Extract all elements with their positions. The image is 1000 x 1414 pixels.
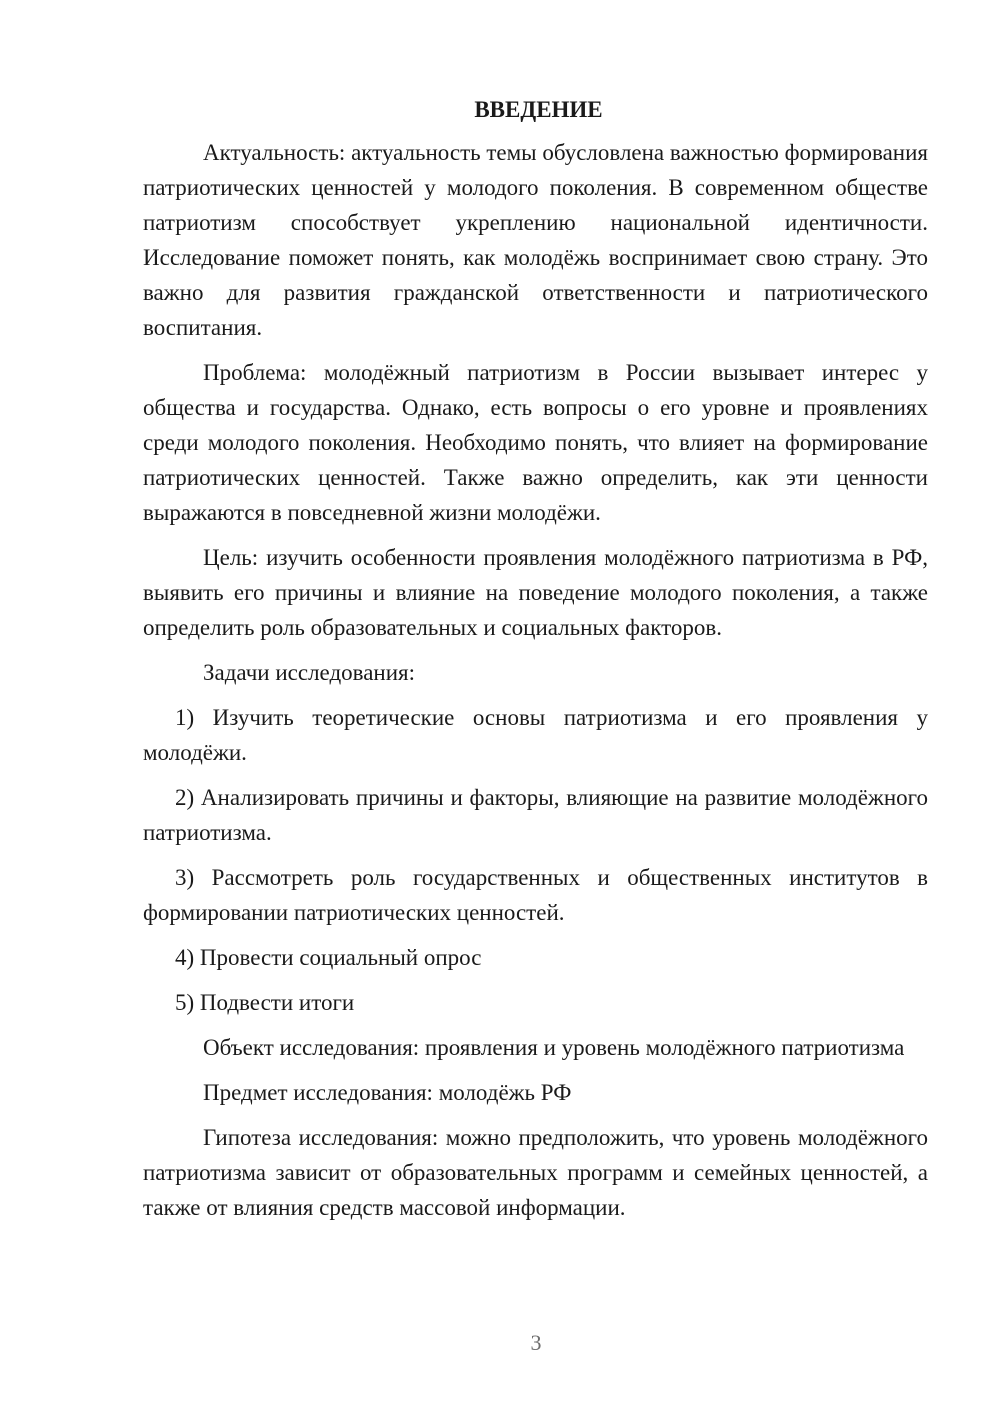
task-item-2: 2) Анализировать причины и факторы, влияющие на развитие молодёжного патриотизма.: [143, 785, 928, 845]
subject-paragraph: Предмет исследования: молодёжь РФ: [203, 1080, 572, 1105]
task-item-3: 3) Рассмотреть роль государственных и общественных институтов в формировании патриотических ценностей.: [143, 865, 928, 925]
task-item-5: 5) Подвести итоги: [175, 990, 355, 1015]
hypothesis-paragraph: Гипотеза исследования: можно предположить, что уровень молодёжного патриотизма зависит от образовательных программ и семейных ценностей, а также от влияния средств массовой информации.: [143, 1125, 928, 1220]
goal-paragraph: Цель: изучить особенности проявления молодёжного патриотизма в РФ, выявить его причины и влияние на поведение молодого поколения, а также определить роль образовательных и социальных факторов.: [143, 545, 928, 640]
problem-paragraph: Проблема: молодёжный патриотизм в России вызывает интерес у общества и государства. Однако, есть вопросы о его уровне и проявлениях среди молодого поколения. Необходимо понять, что влияет на формирование патриотических ценностей. Также важно определить, как эти ценности выражаются в повседневной жизни молодёжи.: [143, 360, 928, 525]
relevance-paragraph: Актуальность: актуальность темы обусловлена важностью формирования патриотических ценностей у молодого поколения. В современном обществе патриотизм способствует укреплению национальной идентичности. Исследование поможет понять, как молодёжь воспринимает свою страну. Это важно для развития гражданской ответственности и патриотического воспитания.: [143, 140, 928, 340]
page-number: 3: [530, 1330, 542, 1355]
tasks-heading: Задачи исследования:: [203, 660, 416, 685]
object-paragraph: Объект исследования: проявления и уровень молодёжного патриотизма: [203, 1035, 905, 1060]
document-body: [143, 92, 928, 1235]
task-item-1: 1) Изучить теоретические основы патриотизма и его проявления у молодёжи.: [143, 705, 928, 765]
section-title: ВВЕДЕНИЕ: [474, 97, 603, 122]
task-item-4: 4) Провести социальный опрос: [175, 945, 482, 970]
